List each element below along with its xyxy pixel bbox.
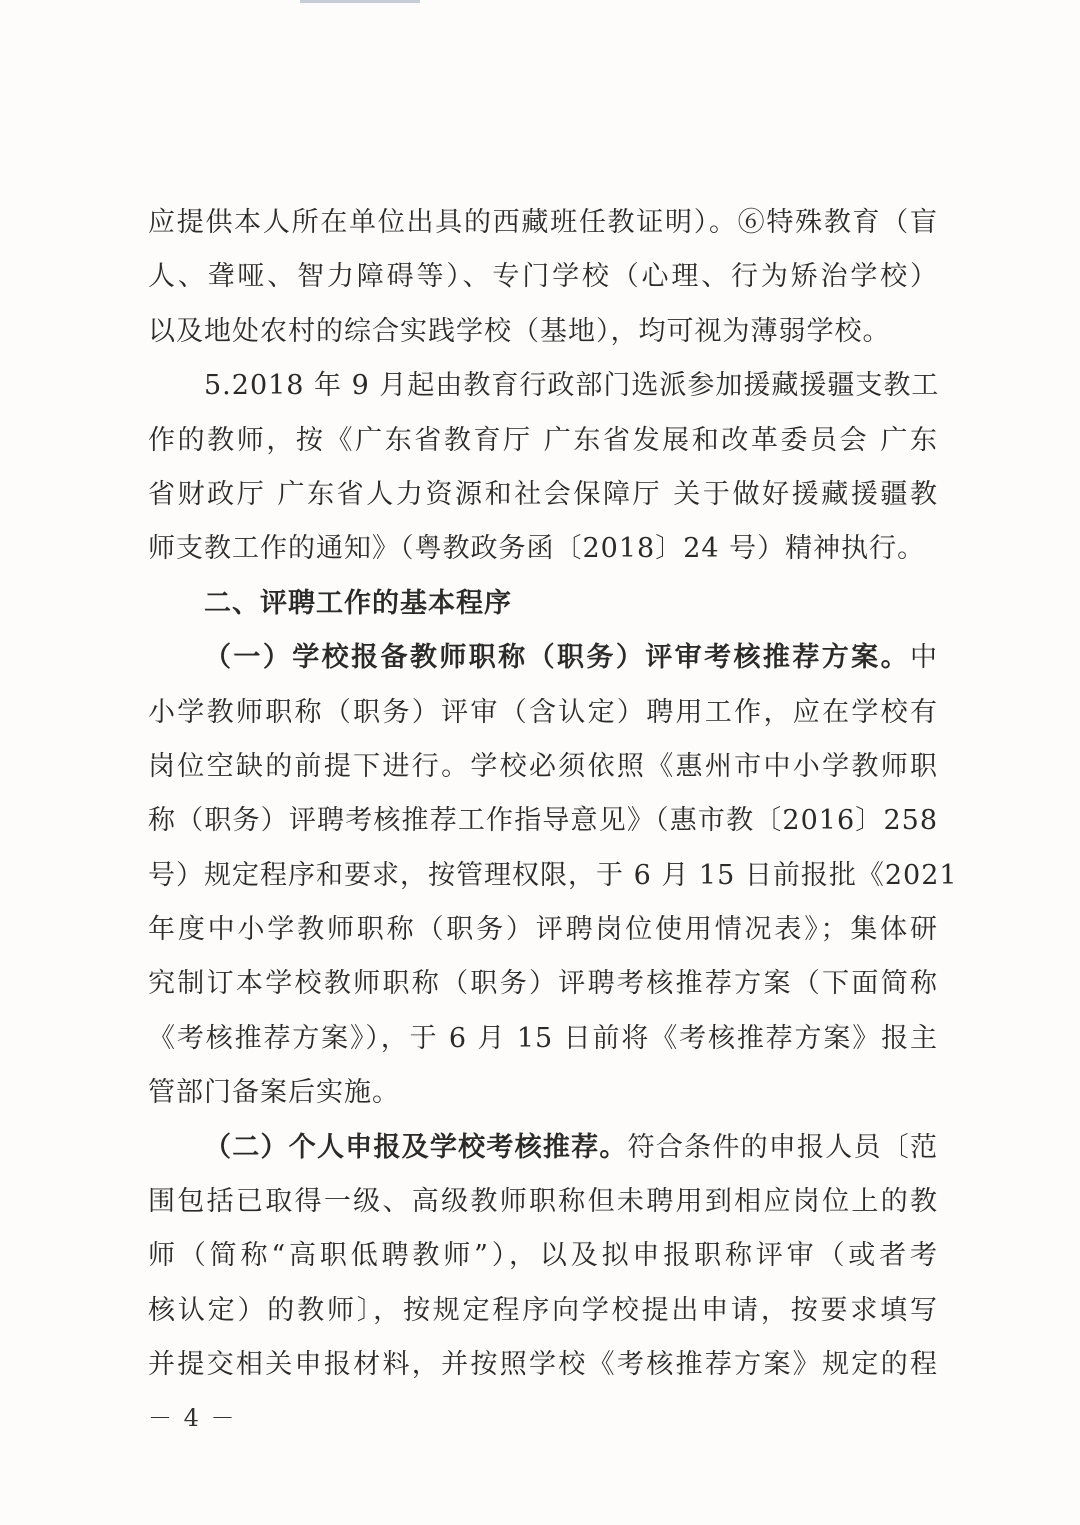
text-line: 并提交相关申报材料，并按照学校《考核推荐方案》规定的程 bbox=[148, 1349, 938, 1381]
page-number: － 4 － bbox=[148, 1404, 237, 1432]
text-line: 师（简称“高职低聘教师”），以及拟申报职称评审（或者考 bbox=[148, 1240, 938, 1272]
text-line: 应提供本人所在单位出具的西藏班任教证明）。⑥特殊教育（盲 bbox=[148, 207, 938, 238]
text-line: 省财政厅 广东省人力资源和社会保障厅 关于做好援藏援疆教 bbox=[148, 478, 938, 510]
scan-edge-mark bbox=[300, 0, 420, 3]
text-line: 小学教师职称（职务）评审（含认定）聘用工作，应在学校有 bbox=[148, 696, 938, 728]
text-line: （二）个人申报及学校考核推荐。符合条件的申报人员〔范 bbox=[204, 1131, 939, 1163]
text-line: 称（职务）评聘考核推荐工作指导意见》（惠市教〔2016〕258 bbox=[148, 805, 938, 837]
section-heading: 二、评聘工作的基本程序 bbox=[204, 587, 512, 619]
text-line: 5.2018 年 9 月起由教育行政部门选派参加援藏援疆支教工 bbox=[204, 370, 940, 402]
text-line: 岗位空缺的前提下进行。学校必须依照《惠州市中小学教师职 bbox=[148, 750, 938, 782]
text-line: 究制订本学校教师职称（职务）评聘考核推荐方案（下面简称 bbox=[148, 968, 938, 1000]
text-line: 年度中小学教师职称（职务）评聘岗位使用情况表》；集体研 bbox=[148, 914, 938, 946]
text-line: 围包括已取得一级、高级教师职称但未聘用到相应岗位上的教 bbox=[148, 1186, 938, 1218]
text-line: 作的教师，按《广东省教育厅 广东省发展和改革委员会 广东 bbox=[148, 424, 938, 456]
subsection-heading: （二）个人申报及学校考核推荐。 bbox=[204, 1131, 628, 1163]
text-line: 师支教工作的通知》（粤教政务函〔2018〕24 号）精神执行。 bbox=[148, 533, 926, 565]
subsection-heading: （一）学校报备教师职称（职务）评审考核推荐方案。 bbox=[204, 642, 910, 674]
text-line: （一）学校报备教师职称（职务）评审考核推荐方案。中 bbox=[204, 642, 938, 674]
text-line: 《考核推荐方案》），于 6 月 15 日前将《考核推荐方案》报主 bbox=[148, 1022, 938, 1054]
document-body bbox=[148, 196, 958, 1393]
text-line: 人、聋哑、智力障碍等）、专门学校（心理、行为矫治学校） bbox=[148, 261, 938, 293]
text-line: 管部门备案后实施。 bbox=[148, 1077, 400, 1109]
text-line: 核认定）的教师〕，按规定程序向学校提出申请，按要求填写 bbox=[148, 1294, 938, 1326]
text-line: 号）规定程序和要求，按管理权限，于 6 月 15 日前报批《2021 bbox=[148, 859, 958, 891]
text-line: 以及地处农村的综合实践学校（基地），均可视为薄弱学校。 bbox=[148, 315, 891, 347]
